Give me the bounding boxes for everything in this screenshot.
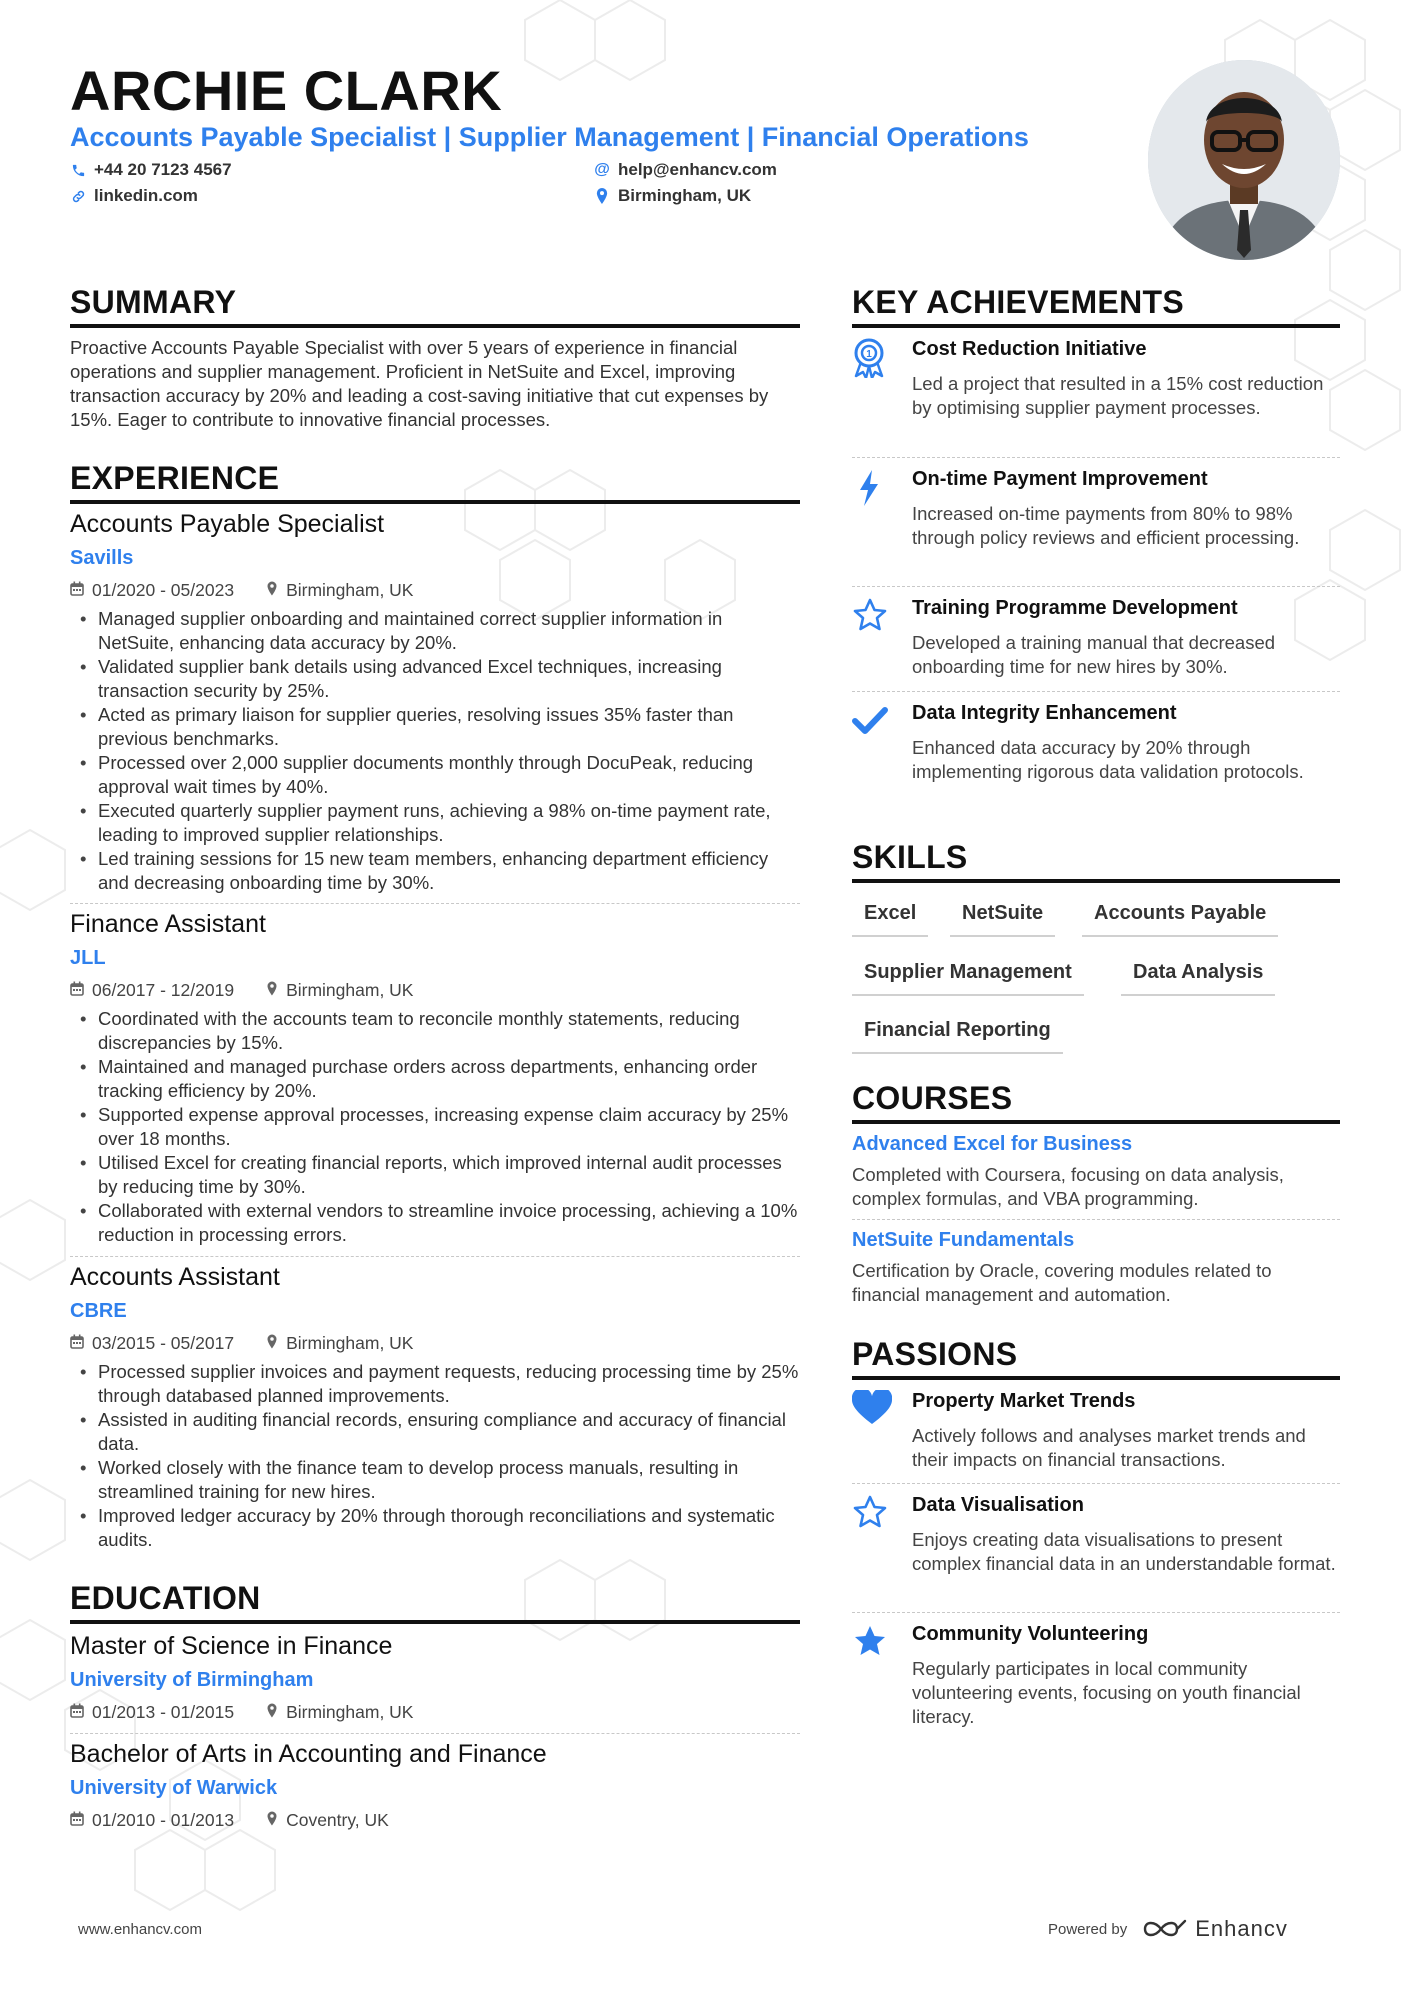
divider — [70, 1733, 800, 1734]
job-company[interactable]: JLL — [70, 947, 106, 969]
calendar-icon — [70, 1333, 84, 1354]
education-entry — [70, 1632, 800, 1723]
summary-rule — [70, 324, 800, 328]
achievements-heading: KEY ACHIEVEMENTS — [852, 284, 1184, 320]
job-bullet: • Processed over 2,000 supplier documents monthly through DocuPeak, reducing approval wait times by 40%. — [70, 751, 800, 799]
calendar-icon — [70, 1702, 84, 1723]
job-bullet: • Utilised Excel for creating financial reports, which improved internal audit processes by reducing time by 30%. — [70, 1151, 800, 1199]
passion-text: Actively follows and analyses market trends and their impacts on financial transactions. — [912, 1425, 1306, 1470]
summary-text: Proactive Accounts Payable Specialist with over 5 years of experience in financial operations and supplier management. Proficient in NetSuite and Excel, improving transaction accuracy by 20% and leading a cost-saving initiative that cut expenses by 15%. Eager to contribute to innovative financial processes. — [70, 337, 769, 430]
divider — [852, 691, 1340, 692]
job-title: Accounts Payable Specialist — [70, 510, 385, 538]
checkmark-icon — [852, 702, 892, 742]
job-entry — [70, 1263, 800, 1552]
job-bullet: • Improved ledger accuracy by 20% through thorough reconciliations and systematic audits. — [70, 1504, 800, 1552]
contact-location — [594, 186, 751, 206]
achievement-text: Increased on-time payments from 80% to 98% through policy reviews and efficient processing. — [912, 503, 1300, 548]
education-meta — [70, 1810, 800, 1831]
job-bullet: • Validated supplier bank details using advanced Excel techniques, increasing transaction security by 25%. — [70, 655, 800, 703]
heart-icon — [852, 1390, 892, 1430]
skill-tag: NetSuite — [950, 902, 1055, 937]
achievements-rule — [852, 324, 1340, 328]
calendar-icon — [70, 1810, 84, 1831]
education-heading: EDUCATION — [70, 1580, 261, 1616]
award-ribbon-icon — [852, 338, 892, 378]
summary-heading: SUMMARY — [70, 284, 237, 320]
calendar-icon — [70, 980, 84, 1001]
experience-rule — [70, 500, 800, 504]
star-outline-icon — [852, 1494, 892, 1534]
course-text: Completed with Coursera, focusing on data analysis, complex formulas, and VBA programming. — [852, 1164, 1284, 1209]
job-location: Birmingham, UK — [286, 980, 414, 1000]
degree-title: Bachelor of Arts in Accounting and Finance — [70, 1740, 547, 1768]
courses-heading: COURSES — [852, 1080, 1013, 1116]
job-location: Birmingham, UK — [286, 580, 414, 600]
candidate-name: ARCHIE CLARK — [70, 59, 503, 122]
job-location: Birmingham, UK — [286, 1333, 414, 1353]
skill-tag: Supplier Management — [852, 961, 1084, 996]
skill-tag: Data Analysis — [1121, 961, 1275, 996]
achievement-title: Cost Reduction Initiative — [912, 338, 1147, 360]
job-dates: 03/2015 - 05/2017 — [92, 1333, 235, 1353]
school-name[interactable]: University of Warwick — [70, 1777, 278, 1799]
star-filled-icon — [852, 1623, 892, 1663]
email-text: help@enhancv.com — [618, 160, 777, 179]
job-bullets — [70, 607, 800, 895]
job-title: Accounts Assistant — [70, 1263, 280, 1291]
map-pin-icon — [266, 980, 278, 1001]
divider — [70, 903, 800, 904]
phone-text: +44 20 7123 4567 — [94, 160, 232, 179]
footer-branding — [1048, 1916, 1288, 1942]
contact-email[interactable] — [594, 160, 777, 180]
brand-logo[interactable] — [1141, 1916, 1288, 1942]
map-pin-icon — [266, 1702, 278, 1723]
job-bullet: • Processed supplier invoices and payment requests, reducing processing time by 25% through databased planned improvements. — [70, 1360, 800, 1408]
divider — [852, 586, 1340, 587]
profile-photo — [1148, 60, 1340, 260]
achievement-text: Developed a training manual that decreased onboarding time for new hires by 30%. — [912, 632, 1276, 677]
map-pin-icon — [266, 1810, 278, 1831]
skill-tag: Accounts Payable — [1082, 902, 1278, 937]
candidate-headline: Accounts Payable Specialist | Supplier Management | Financial Operations — [70, 122, 1029, 152]
education-meta — [70, 1702, 800, 1723]
courses-rule — [852, 1120, 1340, 1124]
skill-tag: Excel — [852, 902, 928, 937]
course-title[interactable]: Advanced Excel for Business — [852, 1133, 1133, 1155]
location-text: Birmingham, UK — [618, 186, 752, 205]
job-company[interactable]: Savills — [70, 547, 134, 569]
education-location: Birmingham, UK — [286, 1702, 414, 1722]
education-rule — [70, 1620, 800, 1624]
divider — [852, 1612, 1340, 1613]
contact-linkedin[interactable] — [70, 186, 198, 206]
brand-name: Enhancv — [1195, 1916, 1288, 1941]
job-bullet: • Assisted in auditing financial records, ensuring compliance and accuracy of financial data. — [70, 1408, 800, 1456]
job-bullet: • Acted as primary liaison for supplier queries, resolving issues 35% faster than previous benchmarks. — [70, 703, 800, 751]
job-bullets — [70, 1007, 800, 1247]
map-pin-icon — [594, 188, 610, 204]
job-bullet: • Collaborated with external vendors to streamline invoice processing, achieving a 10% reduction in processing errors. — [70, 1199, 800, 1247]
skills-rule — [852, 879, 1340, 883]
course-title[interactable]: NetSuite Fundamentals — [852, 1229, 1075, 1251]
job-bullet: • Worked closely with the finance team to develop process manuals, resulting in streamlined training for new hires. — [70, 1456, 800, 1504]
passions-heading: PASSIONS — [852, 1336, 1018, 1372]
map-pin-icon — [266, 1333, 278, 1354]
job-dates: 01/2020 - 05/2023 — [92, 580, 235, 600]
phone-icon — [70, 162, 86, 178]
passion-text: Regularly participates in local community volunteering events, focusing on youth financial literacy. — [912, 1658, 1301, 1727]
achievement-text: Enhanced data accuracy by 20% through implementing rigorous data validation protocols. — [912, 737, 1304, 782]
job-bullet: • Executed quarterly supplier payment runs, achieving a 98% on-time payment rate, leading to improved supplier relationships. — [70, 799, 800, 847]
contact-phone[interactable] — [70, 160, 232, 180]
job-entry — [70, 510, 800, 895]
star-outline-icon — [852, 597, 892, 637]
school-name[interactable]: University of Birmingham — [70, 1669, 314, 1691]
job-bullet: • Coordinated with the accounts team to reconcile monthly statements, reducing discrepancies by 15%. — [70, 1007, 800, 1055]
job-bullet: • Led training sessions for 15 new team members, enhancing department efficiency and decreasing onboarding time by 30%. — [70, 847, 800, 895]
degree-title: Master of Science in Finance — [70, 1632, 393, 1660]
passion-text: Enjoys creating data visualisations to present complex financial data in an understandable format. — [912, 1529, 1336, 1574]
linkedin-text: linkedin.com — [94, 186, 198, 205]
powered-by-label: Powered by — [1048, 1920, 1128, 1938]
divider — [852, 1483, 1340, 1484]
job-bullet: • Maintained and managed purchase orders across departments, enhancing order tracking efficiency by 20%. — [70, 1055, 800, 1103]
lightning-bolt-icon — [852, 468, 892, 508]
job-meta — [70, 580, 800, 601]
passion-title: Data Visualisation — [912, 1494, 1084, 1516]
achievement-title: On-time Payment Improvement — [912, 468, 1208, 490]
education-dates: 01/2010 - 01/2013 — [92, 1810, 235, 1830]
achievement-title: Training Programme Development — [912, 597, 1238, 619]
job-entry — [70, 910, 800, 1247]
job-title: Finance Assistant — [70, 910, 266, 938]
skill-tag: Financial Reporting — [852, 1019, 1063, 1054]
education-dates: 01/2013 - 01/2015 — [92, 1702, 235, 1722]
footer-website[interactable]: www.enhancv.com — [78, 1921, 202, 1938]
job-company[interactable]: CBRE — [70, 1300, 127, 1322]
divider — [852, 1219, 1340, 1220]
achievement-title: Data Integrity Enhancement — [912, 702, 1177, 724]
link-icon — [70, 188, 86, 204]
skills-heading: SKILLS — [852, 839, 968, 875]
job-meta — [70, 980, 800, 1001]
job-dates: 06/2017 - 12/2019 — [92, 980, 235, 1000]
job-bullets — [70, 1360, 800, 1552]
divider — [852, 457, 1340, 458]
education-location: Coventry, UK — [286, 1810, 389, 1830]
experience-heading: EXPERIENCE — [70, 460, 280, 496]
job-bullet: • Managed supplier onboarding and maintained correct supplier information in NetSuite, enhancing data accuracy by 20%. — [70, 607, 800, 655]
education-entry — [70, 1740, 800, 1831]
job-bullet: • Supported expense approval processes, increasing expense claim accuracy by 25% over 18 months. — [70, 1103, 800, 1151]
passion-title: Property Market Trends — [912, 1390, 1136, 1412]
passion-title: Community Volunteering — [912, 1623, 1149, 1645]
passions-rule — [852, 1376, 1340, 1380]
course-text: Certification by Oracle, covering modules related to financial management and automation. — [852, 1260, 1272, 1305]
achievement-text: Led a project that resulted in a 15% cost reduction by optimising supplier payment processes. — [912, 373, 1324, 418]
at-sign-icon: @ — [594, 161, 610, 178]
divider — [70, 1256, 800, 1257]
map-pin-icon — [266, 580, 278, 601]
enhancv-logo-icon — [1141, 1917, 1187, 1941]
svg-text:1: 1 — [866, 349, 872, 360]
job-meta — [70, 1333, 800, 1354]
calendar-icon — [70, 580, 84, 601]
